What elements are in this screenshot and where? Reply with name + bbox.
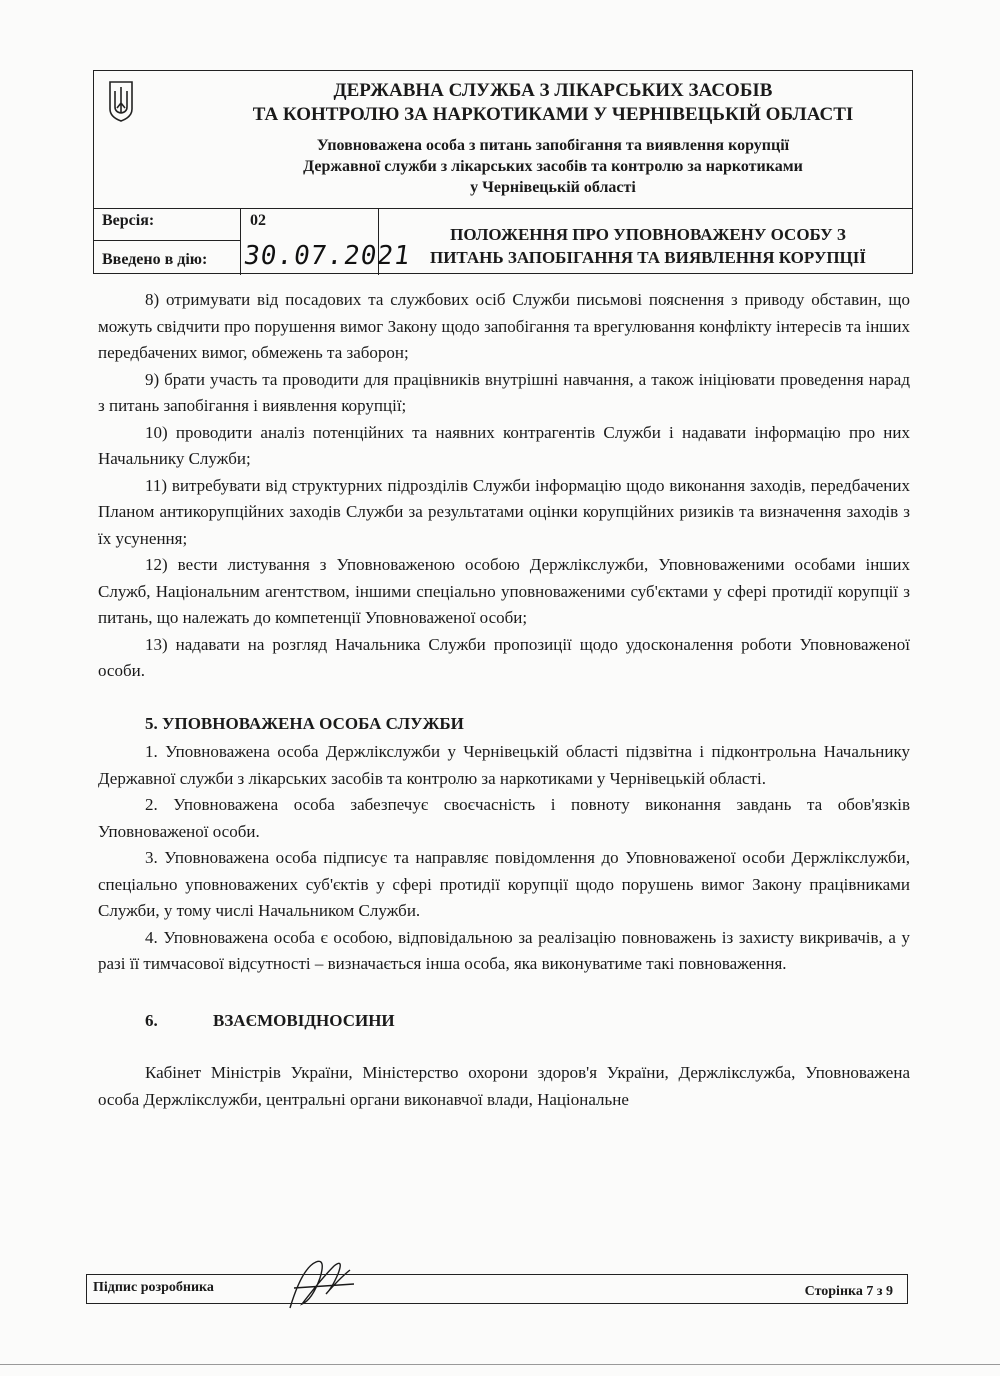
effective-date-value: 30.07.2021: [241, 241, 413, 271]
document-title: [384, 223, 912, 269]
section-5-item-4: 4. Уповноважена особа є особою, відповідальною за реалізацію повноважень із захисту викривачів, а у разі її тимчасової відсутності – визначається інша особа, яка виконуватиме такі повноваження.: [98, 927, 910, 973]
duty-item-12: 12) вести листування з Уповноваженою особою Держлікслужби, Уповноваженими особами інших Служб, Національним агентством, іншими спеціально уповноваженими суб'єктами у сфері протидії корупції з питань, що належать до компетенції Уповноваженої особи;: [98, 555, 910, 627]
duty-item-13: 13) надавати на розгляд Начальника Служби пропозиції щодо удосконалення роботи Уповноваженої особи.: [98, 634, 910, 680]
scan-edge-line: [0, 1364, 1000, 1365]
org-title-line-2: ТА КОНТРОЛЮ ЗА НАРКОТИКАМИ У ЧЕРНІВЕЦЬКІЙ ОБЛАСТІ: [252, 104, 854, 125]
developer-signature-label: Підпис розробника: [93, 1280, 214, 1295]
document-title-line-1: ПОЛОЖЕННЯ ПРО УПОВНОВАЖЕНУ ОСОБУ З: [450, 225, 846, 244]
org-subtitle-line-2: Державної служби з лікарських засобів та контролю за наркотиками: [303, 158, 803, 175]
section-5-item-3: 3. Уповноважена особа підписує та направляє повідомлення до Уповноваженої особи Держлікслужби, спеціально уповноважених суб'єктів у сфері протидії корупції щодо порушень вимог Закону працівниками Служби, у тому числі Начальником Служби.: [98, 848, 910, 920]
page-number: Сторінка 7 з 9: [804, 1284, 893, 1299]
document-title-line-2: ПИТАНЬ ЗАПОБІГАННЯ ТА ВИЯВЛЕННЯ КОРУПЦІЇ: [429, 248, 867, 267]
org-title-line-1: ДЕРЖАВНА СЛУЖБА З ЛІКАРСЬКИХ ЗАСОБІВ: [333, 80, 773, 101]
organization-subtitle: [194, 135, 912, 198]
header-divider: [94, 208, 912, 209]
duty-item-9: 9) брати участь та проводити для працівників внутрішні навчання, а також ініціювати проведення нарад з питань запобігання і виявлення корупції;: [98, 369, 910, 415]
document-body: [98, 287, 910, 1113]
version-value: 02: [250, 212, 266, 229]
version-label: Версія:: [102, 212, 155, 229]
document-footer: [86, 1274, 908, 1304]
effective-date-label: Введено в дію:: [102, 251, 208, 268]
document-header: [93, 70, 913, 274]
section-5-heading: 5. УПОВНОВАЖЕНА ОСОБА СЛУЖБИ: [145, 713, 464, 733]
section-6-number: 6.: [145, 1010, 158, 1030]
duty-item-10: 10) проводити аналіз потенційних та наявних контрагентів Служби і надавати інформацію про них Начальнику Служби;: [98, 422, 910, 468]
duty-item-11: 11) витребувати від структурних підрозділів Служби інформацію щодо виконання заходів, передбачених Планом антикорупційних заходів Служби за результатами оцінки корупційних ризиків та визначення заходів з їх усунення;: [98, 475, 910, 548]
label-column-divider: [240, 208, 241, 275]
organization-title: [194, 79, 912, 127]
trident-emblem-icon: [106, 79, 136, 123]
section-6-paragraph: Кабінет Міністрів України, Міністерство охорони здоров'я України, Держлікслужба, Уповноважена особа Держлікслужби, центральні органи виконавчої влади, Національне: [98, 1063, 910, 1109]
section-5-item-1: 1. Уповноважена особа Держлікслужби у Чернівецькій області підзвітна і підконтрольна Начальнику Державної служби з лікарських засобів та контролю за наркотиками у Чернівецькій області.: [98, 742, 910, 788]
section-6-heading: [145, 1008, 910, 1035]
org-subtitle-line-3: у Чернівецькій області: [470, 179, 636, 196]
org-subtitle-line-1: Уповноважена особа з питань запобігання та виявлення корупції: [316, 137, 790, 154]
duty-item-8: 8) отримувати від посадових та службових осіб Служби письмові пояснення з приводу обставин, що можуть свідчити про порушення вимог Закону щодо запобігання та врегулювання конфлікту інтересів та інших передбачених вимог, обмежень та заборон;: [98, 290, 910, 362]
section-6-title: ВЗАЄМОВІДНОСИНИ: [213, 1010, 395, 1030]
version-row-divider: [94, 240, 240, 241]
section-5-item-2: 2. Уповноважена особа забезпечує своєчасність і повноту виконання завдань та обов'язків Уповноваженої особи.: [98, 795, 910, 841]
